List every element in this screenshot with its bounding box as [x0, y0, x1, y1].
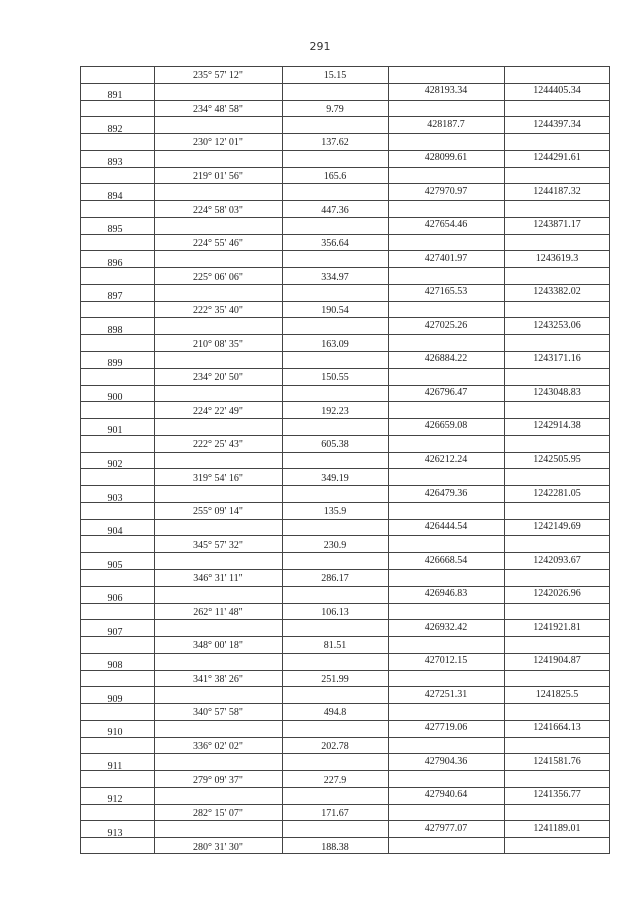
northing-cell: 427012.15 [424, 655, 468, 666]
point-id-cell: 908 [107, 660, 123, 671]
point-id-cell: 903 [107, 493, 123, 504]
northing-cell: 427940.64 [424, 789, 468, 800]
bearing-cell: 222° 35' 40" [193, 305, 243, 316]
northing-cell: 427970.97 [424, 186, 468, 197]
northing-cell: 426668.54 [424, 555, 468, 566]
row-rule [80, 234, 610, 235]
bearing-cell: 282° 15' 07" [193, 808, 243, 819]
row-rule [80, 603, 610, 604]
row-rule [80, 720, 610, 721]
row-rule [80, 83, 610, 84]
bearing-cell: 341° 38' 26" [193, 674, 243, 685]
northing-cell: 427977.07 [424, 823, 468, 834]
easting-cell: 1243871.17 [533, 219, 581, 230]
point-id-cell: 896 [107, 258, 123, 269]
point-id-cell: 905 [107, 560, 123, 571]
row-rule [80, 368, 610, 369]
distance-cell: 9.79 [326, 104, 344, 115]
bearing-cell: 224° 22' 49" [193, 406, 243, 417]
distance-cell: 192.23 [321, 406, 349, 417]
row-rule [80, 820, 610, 821]
bearing-cell: 222° 25' 43" [193, 439, 243, 450]
row-rule [80, 535, 610, 536]
northing-cell: 426932.42 [424, 622, 468, 633]
bearing-cell: 234° 20' 50" [193, 372, 243, 383]
easting-cell: 1241904.87 [533, 655, 581, 666]
row-rule [80, 200, 610, 201]
bearing-cell: 235° 57' 12" [193, 70, 243, 81]
bearing-cell: 348° 00' 18" [193, 640, 243, 651]
distance-cell: 165.6 [323, 171, 347, 182]
northing-cell: 426796.47 [424, 387, 468, 398]
distance-cell: 605.38 [321, 439, 349, 450]
northing-cell: 427401.97 [424, 253, 468, 264]
point-id-cell: 910 [107, 727, 123, 738]
column-rule-1 [154, 66, 155, 854]
point-id-cell: 907 [107, 627, 123, 638]
coordinate-table [80, 66, 610, 854]
distance-cell: 227.9 [323, 775, 347, 786]
northing-cell: 427654.46 [424, 219, 468, 230]
point-id-cell: 911 [107, 761, 123, 772]
point-id-cell: 891 [107, 90, 123, 101]
row-rule [80, 670, 610, 671]
distance-cell: 251.99 [321, 674, 349, 685]
distance-cell: 137.62 [321, 137, 349, 148]
row-rule [80, 502, 610, 503]
bearing-cell: 210° 08' 35" [193, 339, 243, 350]
table-top-rule [80, 66, 610, 67]
row-rule [80, 519, 610, 520]
easting-cell: 1242026.96 [533, 588, 581, 599]
distance-cell: 190.54 [321, 305, 349, 316]
distance-cell: 334.97 [321, 272, 349, 283]
easting-cell: 1242281.05 [533, 488, 581, 499]
page-number: 291 [309, 40, 331, 53]
distance-cell: 81.51 [323, 640, 347, 651]
bearing-cell: 336° 02' 02" [193, 741, 243, 752]
easting-cell: 1243253.06 [533, 320, 581, 331]
point-id-cell: 906 [107, 593, 123, 604]
row-rule [80, 485, 610, 486]
easting-cell: 1242914.38 [533, 420, 581, 431]
distance-cell: 349.19 [321, 473, 349, 484]
point-id-cell: 901 [107, 425, 123, 436]
point-id-cell: 898 [107, 325, 123, 336]
bearing-cell: 280° 31' 30" [193, 842, 243, 853]
easting-cell: 1242093.67 [533, 555, 581, 566]
row-rule [80, 686, 610, 687]
northing-cell: 426212.24 [424, 454, 468, 465]
northing-cell: 427165.53 [424, 286, 468, 297]
row-rule [80, 167, 610, 168]
northing-cell: 428099.61 [424, 152, 468, 163]
bearing-cell: 345° 57' 32" [193, 540, 243, 551]
row-rule [80, 787, 610, 788]
easting-cell: 1241825.5 [535, 689, 579, 700]
row-rule [80, 351, 610, 352]
distance-cell: 135.9 [323, 506, 347, 517]
row-rule [80, 150, 610, 151]
row-rule [80, 653, 610, 654]
row-rule [80, 804, 610, 805]
row-rule [80, 737, 610, 738]
distance-cell: 171.67 [321, 808, 349, 819]
bearing-cell: 340° 57' 58" [193, 707, 243, 718]
row-rule [80, 552, 610, 553]
easting-cell: 1243382.02 [533, 286, 581, 297]
row-rule [80, 133, 610, 134]
bearing-cell: 219° 01' 56" [193, 171, 243, 182]
easting-cell: 1244291.61 [533, 152, 581, 163]
bearing-cell: 224° 58' 03" [193, 205, 243, 216]
northing-cell: 426659.08 [424, 420, 468, 431]
point-id-cell: 895 [107, 224, 123, 235]
point-id-cell: 897 [107, 291, 123, 302]
easting-cell: 1241356.77 [533, 789, 581, 800]
distance-cell: 230.9 [323, 540, 347, 551]
point-id-cell: 904 [107, 526, 123, 537]
row-rule [80, 770, 610, 771]
bearing-cell: 279° 09' 37" [193, 775, 243, 786]
easting-cell: 1241189.01 [533, 823, 581, 834]
row-rule [80, 837, 610, 838]
point-id-cell: 909 [107, 694, 123, 705]
point-id-cell: 900 [107, 392, 123, 403]
distance-cell: 188.38 [321, 842, 349, 853]
row-rule [80, 468, 610, 469]
northing-cell: 427904.36 [424, 756, 468, 767]
point-id-cell: 894 [107, 191, 123, 202]
bearing-cell: 255° 09' 14" [193, 506, 243, 517]
row-rule [80, 636, 610, 637]
easting-cell: 1244405.34 [533, 85, 581, 96]
point-id-cell: 899 [107, 358, 123, 369]
easting-cell: 1243048.83 [533, 387, 581, 398]
row-rule [80, 569, 610, 570]
northing-cell: 426946.83 [424, 588, 468, 599]
distance-cell: 15.15 [323, 70, 347, 81]
row-rule [80, 703, 610, 704]
point-id-cell: 912 [107, 794, 123, 805]
row-rule [80, 250, 610, 251]
row-rule [80, 753, 610, 754]
row-rule [80, 401, 610, 402]
row-rule [80, 385, 610, 386]
row-rule [80, 284, 610, 285]
row-rule [80, 116, 610, 117]
easting-cell: 1243171.16 [533, 353, 581, 364]
row-rule [80, 217, 610, 218]
northing-cell: 426444.54 [424, 521, 468, 532]
easting-cell: 1244187.32 [533, 186, 581, 197]
northing-cell: 428187.7 [427, 119, 465, 130]
distance-cell: 150.55 [321, 372, 349, 383]
row-rule [80, 619, 610, 620]
point-id-cell: 913 [107, 828, 123, 839]
bearing-cell: 262° 11' 48" [193, 607, 243, 618]
northing-cell: 427719.06 [424, 722, 468, 733]
easting-cell: 1241581.76 [533, 756, 581, 767]
row-rule [80, 334, 610, 335]
easting-cell: 1243619.3 [535, 253, 579, 264]
row-rule [80, 317, 610, 318]
bearing-cell: 346° 31' 11" [193, 573, 243, 584]
northing-cell: 426479.36 [424, 488, 468, 499]
row-rule [80, 418, 610, 419]
distance-cell: 163.09 [321, 339, 349, 350]
easting-cell: 1241921.81 [533, 622, 581, 633]
point-id-cell: 893 [107, 157, 123, 168]
northing-cell: 427025.26 [424, 320, 468, 331]
distance-cell: 106.13 [321, 607, 349, 618]
row-rule [80, 301, 610, 302]
easting-cell: 1241664.13 [533, 722, 581, 733]
row-rule [80, 452, 610, 453]
distance-cell: 356.64 [321, 238, 349, 249]
column-rule-2 [282, 66, 283, 854]
distance-cell: 202.78 [321, 741, 349, 752]
row-rule [80, 183, 610, 184]
easting-cell: 1242505.95 [533, 454, 581, 465]
point-id-cell: 902 [107, 459, 123, 470]
row-rule [80, 586, 610, 587]
northing-cell: 427251.31 [424, 689, 468, 700]
row-rule [80, 100, 610, 101]
bearing-cell: 224° 55' 46" [193, 238, 243, 249]
easting-cell: 1244397.34 [533, 119, 581, 130]
distance-cell: 286.17 [321, 573, 349, 584]
bearing-cell: 225° 06' 06" [193, 272, 243, 283]
row-rule [80, 435, 610, 436]
bearing-cell: 230° 12' 01" [193, 137, 243, 148]
distance-cell: 447.36 [321, 205, 349, 216]
bearing-cell: 319° 54' 16" [193, 473, 243, 484]
row-rule [80, 267, 610, 268]
easting-cell: 1242149.69 [533, 521, 581, 532]
point-id-cell: 892 [107, 124, 123, 135]
northing-cell: 428193.34 [424, 85, 468, 96]
northing-cell: 426884.22 [424, 353, 468, 364]
distance-cell: 494.8 [323, 707, 347, 718]
bearing-cell: 234° 48' 58" [193, 104, 243, 115]
